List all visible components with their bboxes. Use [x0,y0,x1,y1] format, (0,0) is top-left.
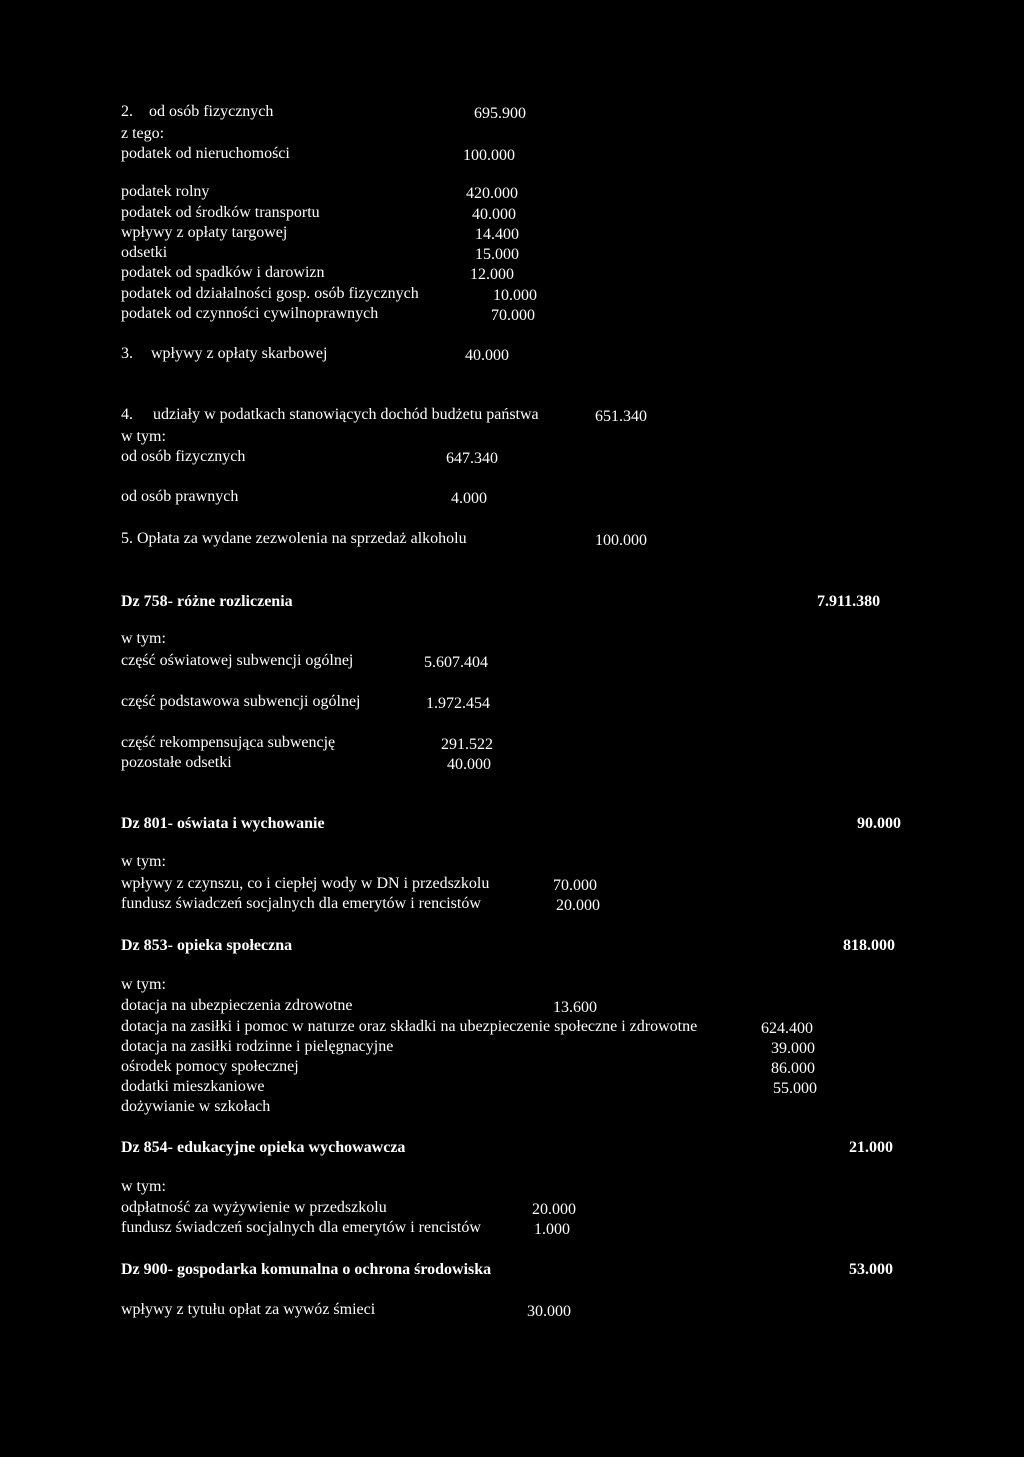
line-label: fundusz świadczeń socjalnych dla emerytów i rencistów [121,1219,481,1236]
line-label: odpłatność za wyżywienie w przedszkolu [121,1199,387,1216]
section-total: 818.000 [843,937,895,954]
section-total: 53.000 [849,1261,893,1278]
line-label: ośrodek pomocy społecznej [121,1058,299,1075]
line-value: 40.000 [465,347,509,364]
item-number: 4. [121,406,133,423]
line-label: podatek od czynności cywilnoprawnych [121,305,379,322]
line-value: 40.000 [472,206,516,223]
line-label: część oświatowej subwencji ogólnej [121,652,354,669]
line-label: udziały w podatkach stanowiących dochód budżetu państwa [153,406,539,423]
line-label: od osób fizycznych [121,448,246,465]
line-value: 651.340 [595,408,647,425]
line-label: z tego: [121,125,165,142]
line-value: 20.000 [556,897,600,914]
line-value: 100.000 [463,147,515,164]
line-label: podatek od nieruchomości [121,145,290,162]
line-label: fundusz świadczeń socjalnych dla emerytów i rencistów [121,895,481,912]
line-label: wpływy z czynszu, co i ciepłej wody w DN i przedszkolu [121,875,490,892]
line-value: 1.972.454 [426,695,490,712]
line-label: 5. Opłata za wydane zezwolenia na sprzedaż alkoholu [121,530,467,547]
line-value: 10.000 [493,287,537,304]
line-label: dotacja na zasiłki i pomoc w naturze oraz składki na ubezpieczenie społeczne i zdrowotne [121,1018,698,1035]
item-number: 3. [121,345,133,362]
section-heading: Dz 854- edukacyjne opieka wychowawcza [121,1139,406,1156]
section-total: 21.000 [849,1139,893,1156]
line-label: od osób prawnych [121,488,239,505]
line-value: 4.000 [451,490,487,507]
line-label: w tym: [121,1178,166,1195]
line-label: wpływy z opłaty targowej [121,224,288,241]
line-value: 12.000 [470,266,514,283]
line-value: 695.900 [474,105,526,122]
line-label: od osób fizycznych [149,103,274,120]
line-label: część rekompensująca subwencję [121,734,336,751]
line-label: w tym: [121,976,166,993]
line-value: 15.000 [475,246,519,263]
line-value: 1.000 [534,1221,570,1238]
line-label: dodatki mieszkaniowe [121,1078,265,1095]
line-value: 30.000 [527,1303,571,1320]
line-label: dożywianie w szkołach [121,1098,271,1115]
line-value: 20.000 [532,1201,576,1218]
item-number: 2. [121,103,133,120]
line-value: 420.000 [466,185,518,202]
line-label: w tym: [121,630,166,647]
line-value: 55.000 [773,1080,817,1097]
line-value: 624.400 [761,1020,813,1037]
line-value: 70.000 [553,877,597,894]
line-label: dotacja na ubezpieczenia zdrowotne [121,997,353,1014]
line-label: część podstawowa subwencji ogólnej [121,693,361,710]
line-value: 100.000 [595,532,647,549]
line-label: podatek od działalności gosp. osób fizycznych [121,285,419,302]
line-label: w tym: [121,853,166,870]
line-value: 14.400 [475,226,519,243]
section-total: 7.911.380 [817,593,881,610]
line-label: podatek rolny [121,183,210,200]
line-label: w tym: [121,428,166,445]
section-heading: Dz 853- opieka społeczna [121,937,293,954]
line-value: 291.522 [441,736,493,753]
line-value: 39.000 [771,1040,815,1057]
line-label: wpływy z tytułu opłat za wywóz śmieci [121,1301,376,1318]
line-label: odsetki [121,244,168,261]
line-value: 5.607.404 [424,654,488,671]
line-label: pozostałe odsetki [121,754,232,771]
section-heading: Dz 758- różne rozliczenia [121,593,293,610]
section-heading: Dz 801- oświata i wychowanie [121,815,325,832]
section-heading: Dz 900- gospodarka komunalna o ochrona środowiska [121,1261,492,1278]
line-label: dotacja na zasiłki rodzinne i pielęgnacyjne [121,1038,394,1055]
line-label: podatek od środków transportu [121,204,320,221]
line-value: 86.000 [771,1060,815,1077]
line-value: 40.000 [447,756,491,773]
section-total: 90.000 [857,815,901,832]
line-label: wpływy z opłaty skarbowej [151,345,328,362]
line-value: 70.000 [491,307,535,324]
line-label: podatek od spadków i darowizn [121,264,325,281]
line-value: 647.340 [446,450,498,467]
line-value: 13.600 [553,999,597,1016]
